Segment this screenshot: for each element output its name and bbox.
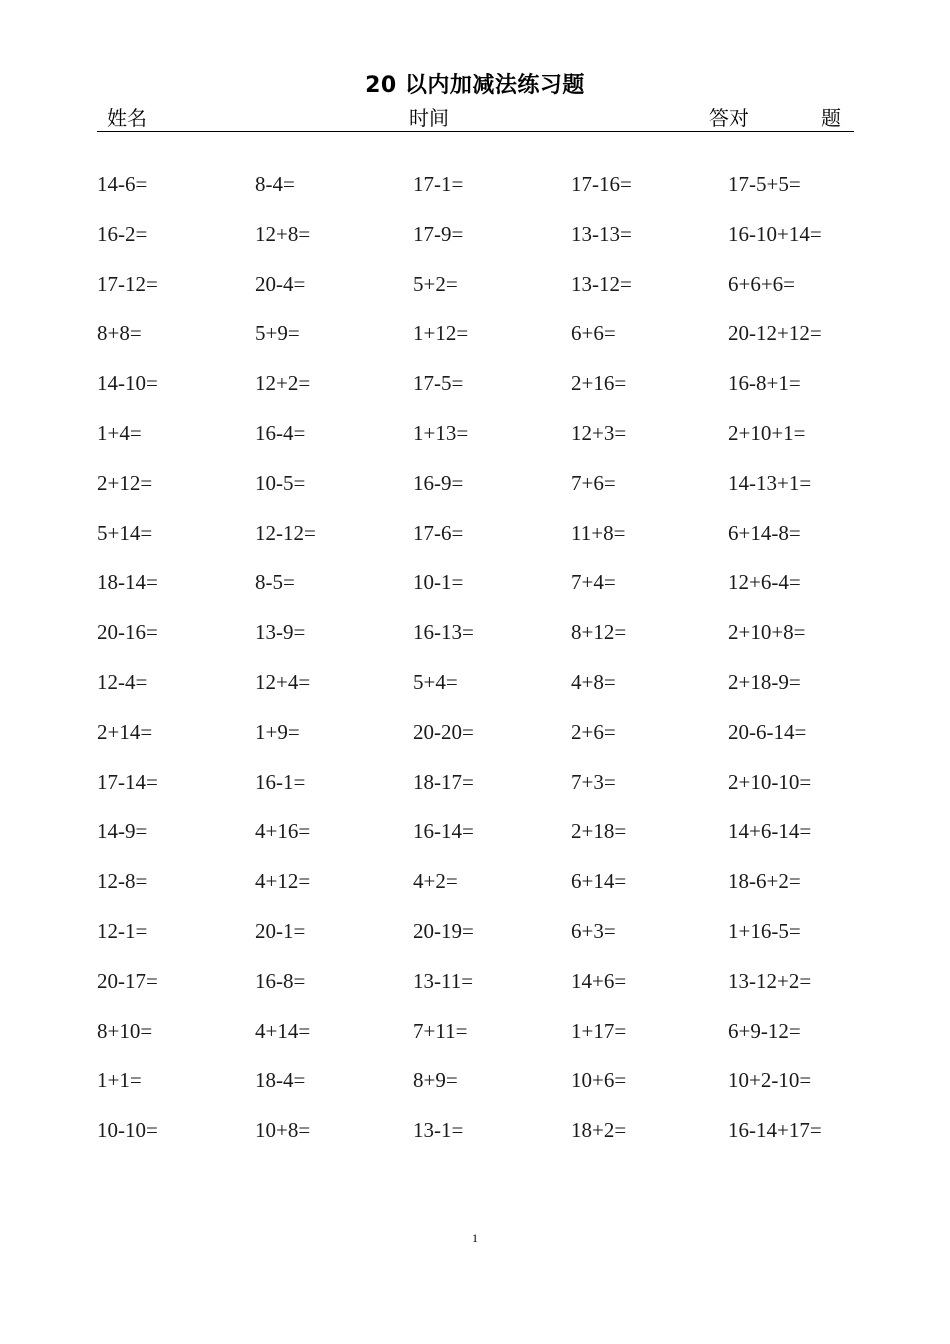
problem-item: 18-17= (413, 769, 474, 794)
problem-item: 17-5+5= (728, 172, 801, 196)
correct-count-label: 答对 (709, 106, 749, 130)
problem-item: 17-9= (413, 221, 464, 246)
problem-item: 2+14= (97, 719, 153, 744)
problem-item: 12-12= (255, 520, 316, 545)
problem-item: 7+3= (571, 769, 616, 794)
problem-item: 1+12= (413, 321, 469, 346)
problem-item: 17-14= (97, 769, 158, 794)
problem-item: 16-8= (255, 968, 306, 993)
problem-item: 13-12+2= (728, 968, 812, 993)
problem-item: 6+14-8= (728, 520, 801, 545)
problem-item: 18-14= (97, 570, 158, 595)
problem-item: 4+16= (255, 819, 311, 844)
problem-item: 5+4= (413, 669, 458, 694)
problem-item: 13-9= (255, 620, 306, 645)
problem-item: 10+2-10= (728, 1068, 812, 1093)
problem-item: 14+6-14= (728, 819, 812, 844)
problem-item: 10+8= (255, 1118, 311, 1143)
problem-item: 14-10= (97, 371, 158, 396)
problem-item: 16-1= (255, 769, 306, 794)
problem-item: 6+6= (571, 321, 616, 346)
problem-item: 14-6= (97, 172, 148, 196)
problem-item: 6+14= (571, 869, 627, 894)
problem-item: 16-10+14= (728, 221, 822, 246)
problem-item: 20-17= (97, 968, 158, 993)
problem-item: 12+2= (255, 371, 311, 396)
problem-item: 17-16= (571, 172, 632, 196)
problem-item: 7+6= (571, 470, 616, 495)
problem-item: 16-14+17= (728, 1118, 822, 1143)
problem-item: 8+12= (571, 620, 627, 645)
problem-item: 6+9-12= (728, 1018, 801, 1043)
problem-item: 14+6= (571, 968, 627, 993)
problem-item: 13-12= (571, 271, 632, 296)
problem-item: 4+14= (255, 1018, 311, 1043)
problem-item: 8+10= (97, 1018, 153, 1043)
problem-item: 18-6+2= (728, 869, 801, 894)
page-number: 1 (472, 1231, 478, 1245)
problem-item: 16-14= (413, 819, 474, 844)
problem-item: 2+10-10= (728, 769, 812, 794)
problem-item: 16-8+1= (728, 371, 801, 396)
problem-grid (97, 168, 877, 1164)
problem-item: 12-1= (97, 918, 148, 943)
problem-item: 10-10= (97, 1118, 158, 1143)
problem-item: 7+4= (571, 570, 616, 595)
page-title: 20 以内加减法练习题 (365, 73, 585, 98)
problem-item: 16-4= (255, 420, 306, 445)
problem-item: 16-9= (413, 470, 464, 495)
problem-item: 10-5= (255, 470, 306, 495)
problem-item: 2+10+1= (728, 420, 806, 445)
problem-item: 2+16= (571, 371, 627, 396)
problem-item: 12-8= (97, 869, 148, 894)
problem-item: 14-9= (97, 819, 148, 844)
problem-item: 17-1= (413, 172, 464, 196)
problem-item: 13-13= (571, 221, 632, 246)
problem-item: 8-4= (255, 172, 295, 196)
questions-unit-label: 题 (821, 106, 841, 130)
problem-item: 2+18-9= (728, 669, 801, 694)
problem-item: 16-2= (97, 221, 148, 246)
problem-item: 16-13= (413, 620, 474, 645)
problem-item: 1+13= (413, 420, 469, 445)
problem-item: 20-4= (255, 271, 306, 296)
problem-item: 12+8= (255, 221, 311, 246)
problem-item: 1+16-5= (728, 918, 801, 943)
problem-item: 4+12= (255, 869, 311, 894)
problem-item: 5+2= (413, 271, 458, 296)
problem-item: 20-1= (255, 918, 306, 943)
problem-item: 17-6= (413, 520, 464, 545)
problem-item: 20-12+12= (728, 321, 822, 346)
problem-item: 12+6-4= (728, 570, 801, 595)
problem-item: 13-11= (413, 968, 474, 993)
problem-item: 12+3= (571, 420, 627, 445)
problem-item: 10-1= (413, 570, 464, 595)
problem-item: 14-13+1= (728, 470, 812, 495)
problem-item: 2+6= (571, 719, 616, 744)
problem-item: 6+3= (571, 918, 616, 943)
problem-item: 7+11= (413, 1018, 468, 1043)
problem-item: 10+6= (571, 1068, 627, 1093)
problem-item: 1+4= (97, 420, 142, 445)
problem-item: 5+9= (255, 321, 300, 346)
problem-item: 4+2= (413, 869, 458, 894)
problem-item: 1+9= (255, 719, 300, 744)
problem-item: 6+6+6= (728, 271, 796, 296)
problem-item: 2+10+8= (728, 620, 806, 645)
problem-item: 8-5= (255, 570, 295, 595)
problem-item: 20-20= (413, 719, 474, 744)
problem-item: 2+18= (571, 819, 627, 844)
problem-item: 8+9= (413, 1068, 458, 1093)
problem-item: 17-12= (97, 271, 158, 296)
problem-item: 18+2= (571, 1118, 627, 1143)
problem-item: 4+8= (571, 669, 616, 694)
problem-item: 1+17= (571, 1018, 627, 1043)
problem-item: 17-5= (413, 371, 464, 396)
name-label: 姓名 (107, 106, 147, 130)
problem-item: 5+14= (97, 520, 153, 545)
problem-item: 1+1= (97, 1068, 142, 1093)
time-label: 时间 (409, 106, 449, 130)
problem-item: 11+8= (571, 520, 626, 545)
problem-item: 20-6-14= (728, 719, 807, 744)
problem-item: 20-16= (97, 620, 158, 645)
problem-item: 12-4= (97, 669, 148, 694)
problem-item: 13-1= (413, 1118, 464, 1143)
student-info-header (97, 100, 854, 132)
problem-item: 18-4= (255, 1068, 306, 1093)
problem-item: 8+8= (97, 321, 142, 346)
problem-item: 2+12= (97, 470, 153, 495)
problem-item: 12+4= (255, 669, 311, 694)
problem-item: 20-19= (413, 918, 474, 943)
